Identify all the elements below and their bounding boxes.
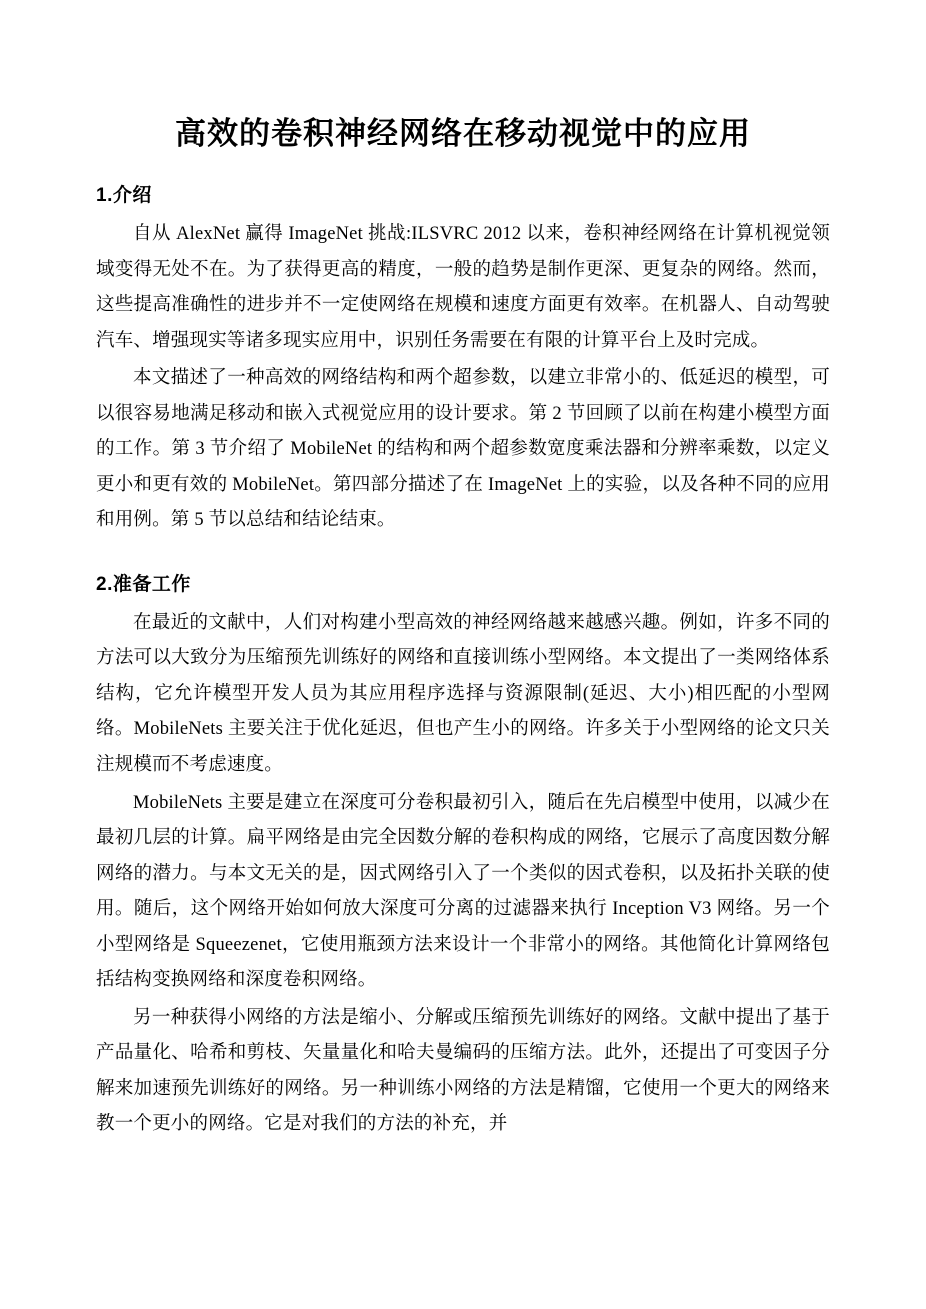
section-heading-introduction: 1.介绍 [96, 185, 152, 207]
paragraph: 本文描述了一种高效的网络结构和两个超参数，以建立非常小的、低延迟的模型，可以很容易地满足移动和嵌入式视觉应用的设计要求。第 2 节回顾了以前在构建小模型方面的工作。第 3 节介绍了 MobileNet 的结构和两个超参数宽度乘法器和分辨率乘数，以定义更小和更有效的 MobileNet。第四部分描述了在 ImageNet 上的实验，以及各种不同的应用和用例。第 5 节以总结和结论结束。 [96, 368, 830, 531]
paragraph: 另一种获得小网络的方法是缩小、分解或压缩预先训练好的网络。文献中提出了基于产品量化、哈希和剪枝、矢量量化和哈夫曼编码的压缩方法。此外，还提出了可变因子分解来加速预先训练好的网络。另一种训练小网络的方法是精馏，它使用一个更大的网络来教一个更小的网络。它是对我们的方法的补充，并 [96, 1007, 830, 1135]
paragraph: MobileNets 主要是建立在深度可分卷积最初引入，随后在先启模型中使用，以减少在最初几层的计算。扁平网络是由完全因数分解的卷积构成的网络，它展示了高度因数分解网络的潜力。与本文无关的是，因式网络引入了一个类似的因式卷积，以及拓扑关联的使用。随后，这个网络开始如何放大深度可分离的过滤器来执行 Inception V3 网络。另一个小型网络是 Squeezenet，它使用瓶颈方法来设计一个非常小的网络。其他简化计算网络包括结构变换网络和深度卷积网络。 [96, 792, 830, 991]
page-title: 高效的卷积神经网络在移动视觉中的应用 [175, 116, 751, 151]
paragraph: 自从 AlexNet 赢得 ImageNet 挑战:ILSVRC 2012 以来，卷积神经网络在计算机视觉领域变得无处不在。为了获得更高的精度，一般的趋势是制作更深、更复杂的网络。然而，这些提高准确性的进步并不一定使网络在规模和速度方面更有效率。在机器人、自动驾驶汽车、增强现实等诸多现实应用中，识别任务需要在有限的计算平台上及时完成。 [96, 224, 830, 351]
section-heading-preliminaries: 2.准备工作 [96, 573, 191, 595]
paragraph: 在最近的文献中，人们对构建小型高效的神经网络越来越感兴趣。例如，许多不同的方法可以大致分为压缩预先训练好的网络和直接训练小型网络。本文提出了一类网络体系结构，它允许模型开发人员为其应用程序选择与资源限制(延迟、大小)相匹配的小型网络。MobileNets 主要关注于优化延迟，但也产生小的网络。许多关于小型网络的论文只关注规模而不考虑速度。 [96, 612, 830, 775]
